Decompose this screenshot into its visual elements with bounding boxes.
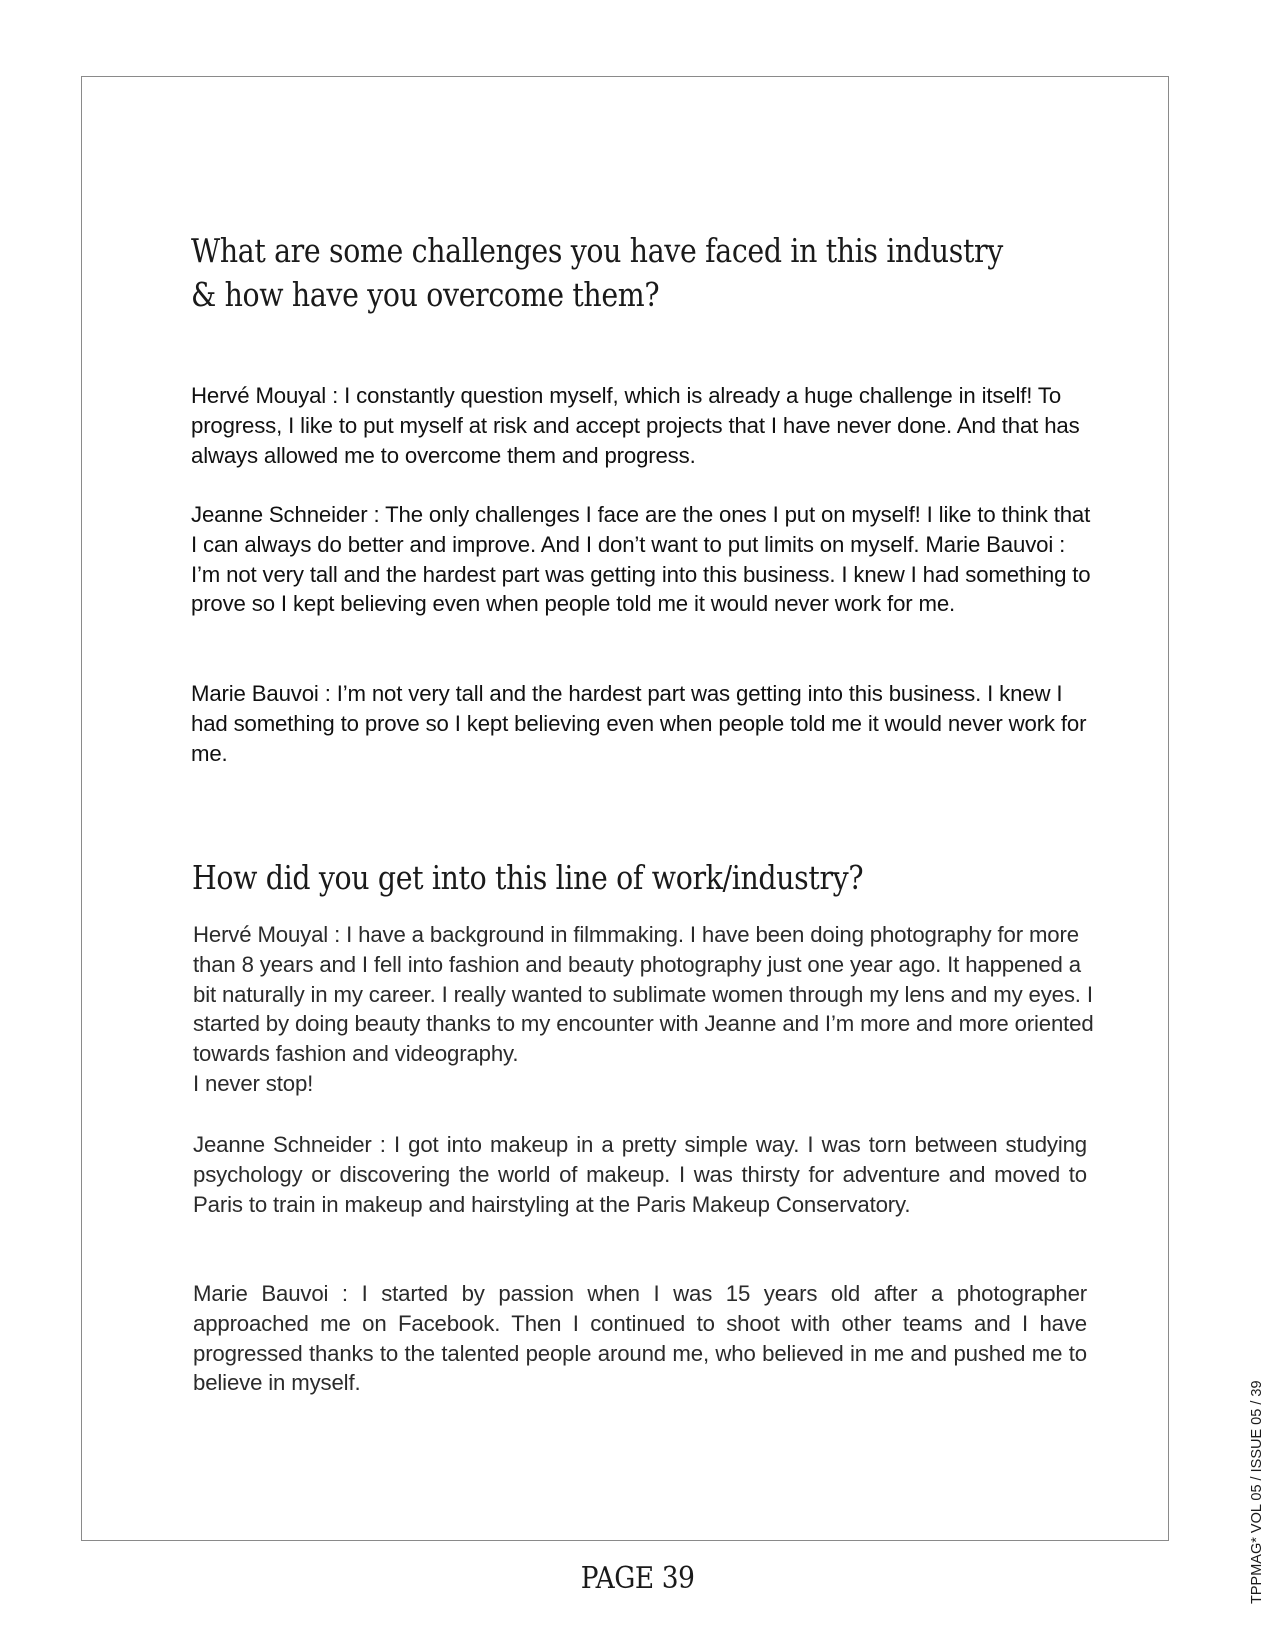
section-heading: How did you get into this line of work/industry? bbox=[192, 858, 864, 897]
answer-paragraph: Jeanne Schneider : I got into makeup in a pretty simple way. I was torn between studying psychology or discovering the world of makeup. I was thirsty for adventure and moved to Paris to train in makeup and hairstyling at the Paris Makeup Conservatory. bbox=[193, 1132, 1087, 1217]
answer-text: I never stop! bbox=[193, 1070, 314, 1096]
heading-line: & how have you overcome them? bbox=[191, 275, 660, 314]
answer-paragraph: Marie Bauvoi : I started by passion when I was 15 years old after a photographer approached me on Facebook. Then I continued to shoot with other teams and I have progressed thanks to the talented people around me, who believed in me and pushed me to believe in myself. bbox=[193, 1281, 1087, 1396]
answer-paragraph: Hervé Mouyal : I constantly question myself, which is already a huge challenge in itself! To progress, I like to put myself at risk and accept projects that I have never done. And that has always allowed me to overcome them and progress. bbox=[191, 383, 1080, 468]
section-heading bbox=[191, 229, 1003, 317]
page-number bbox=[0, 1561, 1275, 1596]
answer-paragraph: Marie Bauvoi : I’m not very tall and the hardest part was getting into this business. I knew I had something to prove so I kept believing even when people told me it would never work for me. bbox=[191, 681, 1087, 766]
issue-caption: TPPMAG* VOL 05 / ISSUE 05 / 39 bbox=[1249, 1380, 1265, 1604]
answer-paragraph bbox=[193, 920, 1098, 1099]
answer-paragraph: Jeanne Schneider : The only challenges I face are the ones I put on myself! I like to think that I can always do better and improve. And I don’t want to put limits on myself. Marie Bauvoi : I’m not very tall and the hardest part was getting into this business. I knew I had something to prove so I kept believing even when people told me it would never work for me. bbox=[191, 502, 1091, 617]
page-number-label: PAGE 39 bbox=[580, 1561, 695, 1596]
heading-line: What are some challenges you have faced in this industry bbox=[191, 231, 1003, 270]
answer-text: Hervé Mouyal : I have a background in filmmaking. I have been doing photography for more than 8 years and I fell into fashion and beauty photography just one year ago. It happened a bit naturally in my career. I really wanted to sublimate women through my lens and my eyes. I started by doing beauty thanks to my encounter with Jeanne and I’m more and more oriented towards fashion and videography. bbox=[193, 922, 1094, 1067]
